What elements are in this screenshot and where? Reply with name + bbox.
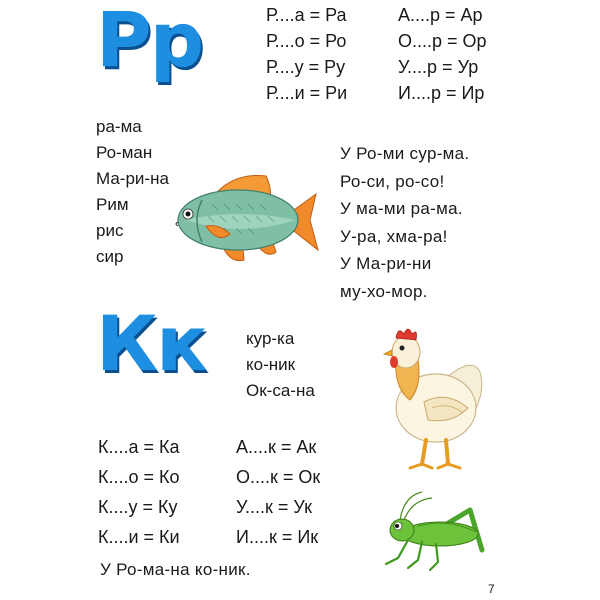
poem-line: У-ра, хма-ра! (340, 226, 448, 246)
letter-r-heading: Рр (96, 0, 203, 84)
k-sentence (100, 556, 251, 584)
poem-line: му-хо-мор. (340, 281, 428, 301)
r-poem (340, 140, 469, 305)
combo: К....а = Ка (98, 437, 180, 457)
word: ра-ма (96, 117, 142, 136)
r-combos-left (266, 2, 347, 106)
combo: Р....и = Ри (266, 83, 348, 103)
sentence-text: У Ро-ма-на ко-ник. (100, 560, 251, 579)
combo: У....р = Ур (398, 57, 479, 77)
fish-illustration (162, 168, 322, 272)
r-word-list (96, 114, 169, 270)
word: сир (96, 247, 124, 266)
combo: К....у = Ку (98, 497, 178, 517)
poem-line: У Ма-ри-ни (340, 254, 432, 273)
word: Ро-ман (96, 143, 153, 162)
combo: К....и = Ки (98, 527, 180, 547)
word: Рим (96, 195, 129, 214)
page-number: 7 (488, 582, 495, 596)
r-combos-right (398, 2, 487, 106)
word: Ок-са-на (246, 381, 315, 400)
word: Ма-ри-на (96, 169, 169, 188)
combo: И....к = Ик (236, 527, 319, 547)
combo: А....р = Ар (398, 5, 483, 25)
grasshopper-illustration (378, 490, 490, 574)
combo: А....к = Ак (236, 437, 317, 457)
combo: Р....а = Ра (266, 5, 347, 25)
combo: И....р = Ир (398, 83, 485, 103)
k-combos-left (98, 432, 180, 552)
poem-line: У ма-ми ра-ма. (340, 199, 463, 218)
poem-line: Ро-си, ро-со! (340, 171, 445, 191)
word: ко-ник (246, 355, 296, 374)
k-combos-right (236, 432, 320, 552)
letter-k-heading: Кк (96, 299, 206, 388)
combo: Р....о = Ро (266, 31, 347, 51)
word: рис (96, 221, 124, 240)
combo: У....к = Ук (236, 497, 312, 517)
combo: О....р = Ор (398, 31, 487, 51)
poem-line: У Ро-ми сур-ма. (340, 144, 470, 163)
k-word-list (246, 326, 315, 404)
hen-illustration (376, 316, 488, 478)
combo: О....к = Ок (236, 467, 321, 487)
combo: К....о = Ко (98, 467, 180, 487)
combo: Р....у = Ру (266, 57, 346, 77)
word: кур-ка (246, 329, 295, 348)
